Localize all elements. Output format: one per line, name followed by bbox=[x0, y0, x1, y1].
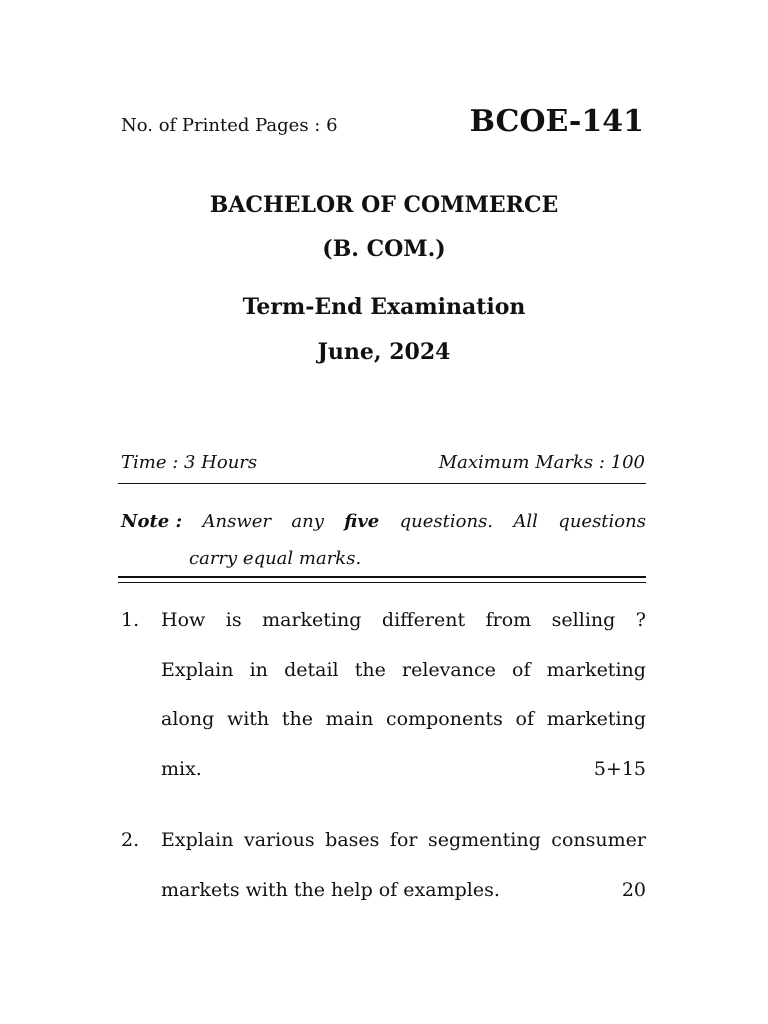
question-word: selling bbox=[551, 609, 616, 631]
question-word: components bbox=[386, 708, 503, 730]
note-line-1 bbox=[121, 503, 646, 540]
question-line bbox=[161, 659, 646, 709]
question-word: of bbox=[512, 658, 531, 681]
question-word: of bbox=[515, 708, 534, 730]
question-word: the bbox=[354, 658, 386, 681]
question-word: main bbox=[325, 708, 374, 730]
maximum-marks: Maximum Marks : 100 bbox=[438, 452, 645, 473]
question-word: How bbox=[161, 609, 206, 631]
programme-title: BACHELOR OF COMMERCE bbox=[209, 192, 559, 218]
note-block bbox=[121, 503, 646, 577]
question-word: from bbox=[485, 609, 532, 631]
question-word: with bbox=[226, 708, 270, 730]
question-word: relevance bbox=[402, 658, 496, 681]
exam-title: Term-End Examination bbox=[242, 294, 526, 320]
question-word: segmenting bbox=[428, 829, 541, 851]
question-word: Explain bbox=[161, 658, 234, 681]
question-word: marketing bbox=[546, 658, 646, 681]
question-marks: 20 bbox=[621, 878, 646, 901]
question-word: different bbox=[381, 609, 466, 631]
time-marks-row bbox=[121, 452, 645, 473]
question-word: is bbox=[225, 609, 242, 631]
question-line bbox=[161, 829, 646, 879]
note-word: All bbox=[513, 511, 538, 532]
question-word: marketing bbox=[546, 708, 646, 730]
note-line-2: carry equal marks. bbox=[189, 548, 362, 569]
question-line bbox=[161, 708, 646, 758]
note-word-emphasis: five bbox=[344, 511, 380, 532]
question-word: consumer bbox=[551, 829, 646, 851]
programme-abbrev: (B. COM.) bbox=[322, 236, 446, 262]
question-text-end: mix. bbox=[161, 757, 202, 780]
note-word: Answer bbox=[202, 511, 272, 532]
note-word: any bbox=[291, 511, 324, 532]
question-number: 2. bbox=[121, 829, 140, 851]
question-word: for bbox=[389, 829, 418, 851]
question-last-line bbox=[161, 758, 646, 808]
question-word: Explain bbox=[161, 829, 234, 851]
note-label: Note : bbox=[121, 511, 183, 532]
question-number: 1. bbox=[121, 609, 140, 631]
question-word: bases bbox=[325, 829, 380, 851]
question-word: marketing bbox=[262, 609, 362, 631]
time-allowed: Time : 3 Hours bbox=[121, 452, 258, 473]
question-word: along bbox=[161, 708, 215, 730]
question-text-end: markets with the help of examples. bbox=[161, 878, 500, 901]
question-word: ? bbox=[635, 609, 646, 631]
note-word: questions. bbox=[399, 511, 494, 532]
note-word: questions bbox=[558, 511, 646, 532]
printed-pages: No. of Printed Pages : 6 bbox=[121, 115, 338, 136]
question-body bbox=[161, 829, 646, 928]
question-last-line bbox=[161, 879, 646, 929]
question-word: detail bbox=[284, 658, 339, 681]
question-marks: 5+15 bbox=[593, 757, 646, 780]
double-divider-rule bbox=[118, 576, 646, 583]
divider-rule bbox=[118, 483, 646, 484]
question-word: the bbox=[281, 708, 313, 730]
question-body bbox=[161, 609, 646, 807]
question-line bbox=[161, 609, 646, 659]
exam-session: June, 2024 bbox=[317, 339, 451, 365]
course-code: BCOE-141 bbox=[469, 104, 644, 139]
question-word: various bbox=[243, 829, 315, 851]
question-word: in bbox=[249, 658, 268, 681]
